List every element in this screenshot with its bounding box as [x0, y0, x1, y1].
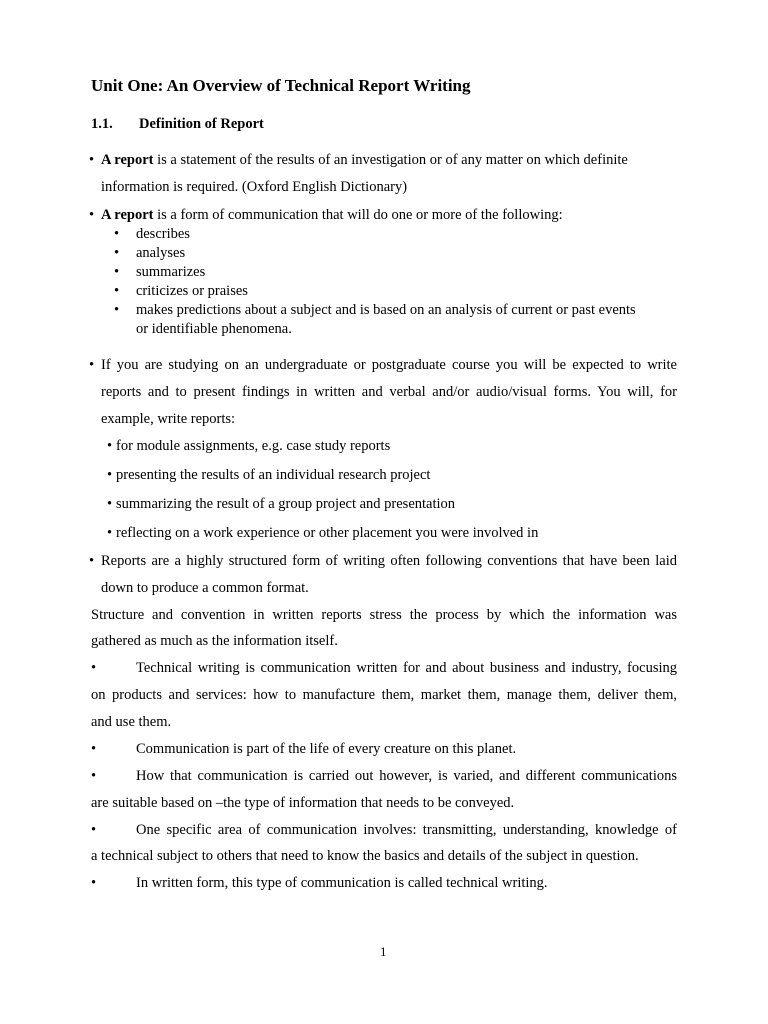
list-item: reflecting on a work experience or other placement you were involved in [116, 525, 539, 541]
definition2-text: is a form of communication that will do one or more of the following: [153, 207, 563, 223]
bullet-dot: • [114, 283, 120, 299]
bullet-dot: • [107, 496, 113, 512]
definition1-text: is a statement of the results of an investigation or of any matter on which definite [153, 152, 628, 168]
bullet-dot: • [107, 438, 113, 454]
bullet-dot: • [89, 553, 95, 569]
bullet-dot: • [114, 245, 120, 261]
list-item: analyses [136, 245, 186, 261]
bullet-dot: • [91, 660, 97, 676]
reports-line2: down to produce a common format. [101, 580, 309, 596]
list-item: makes predictions about a subject and is based on an analysis of current or past events [136, 302, 636, 318]
technical-line1: Technical writing is communication written for and about business and industry, focusing [136, 660, 677, 676]
definition2-line [101, 206, 563, 224]
list-item: criticizes or praises [136, 283, 248, 299]
technical-line3: and use them. [91, 714, 172, 730]
bullet-dot: • [89, 152, 95, 168]
bullet-dot: • [107, 467, 113, 483]
bullet-dot: • [89, 357, 95, 373]
structure-line1: Structure and convention in written reports stress the process by which the information was [91, 607, 677, 623]
studying-line1: If you are studying on an undergraduate or postgraduate course you will be expected to write [101, 357, 677, 373]
page-number: 1 [380, 944, 387, 959]
list-item-continued: or identifiable phenomena. [136, 321, 292, 337]
reports-line1: Reports are a highly structured form of writing often following conventions that have been laid [101, 553, 677, 569]
definition1-line2: information is required. (Oxford English Dictionary) [101, 179, 408, 195]
list-item: summarizes [136, 264, 206, 280]
specific-line1: One specific area of communication involves: transmitting, understanding, knowledge of [136, 822, 677, 838]
communication-life: Communication is part of the life of every creature on this planet. [136, 741, 517, 757]
bullet-dot: • [91, 768, 97, 784]
section-title: Definition of Report [139, 116, 264, 132]
list-item: presenting the results of an individual research project [116, 467, 431, 483]
structure-line2: gathered as much as the information itself. [91, 633, 338, 649]
specific-line2: a technical subject to others that need to know the basics and details of the subject in question. [91, 848, 639, 864]
list-item: describes [136, 226, 190, 242]
bullet-dot: • [114, 226, 120, 242]
studying-line2: reports and to present findings in written and verbal and/or audio/visual forms. You will, for [101, 384, 677, 400]
definition1-term: A report [101, 152, 154, 168]
page-title: Unit One: An Overview of Technical Report Writing [91, 76, 471, 95]
bullet-dot: • [89, 207, 95, 223]
varied-line1: How that communication is carried out however, is varied, and different communications [136, 768, 677, 784]
bullet-dot: • [107, 525, 113, 541]
bullet-dot: • [91, 822, 97, 838]
section-number: 1.1. [91, 116, 113, 132]
bullet-dot: • [114, 302, 120, 318]
definition1-line1 [101, 151, 628, 169]
written-form: In written form, this type of communication is called technical writing. [136, 875, 548, 891]
list-item: for module assignments, e.g. case study reports [116, 438, 391, 454]
studying-line3: example, write reports: [101, 411, 236, 427]
definition2-term: A report [101, 207, 154, 223]
technical-line2: on products and services: how to manufacture them, market them, manage them, deliver them, [91, 687, 677, 703]
varied-line2: are suitable based on –the type of information that needs to be conveyed. [91, 795, 515, 811]
bullet-dot: • [91, 741, 97, 757]
list-item: summarizing the result of a group project and presentation [116, 496, 456, 512]
bullet-dot: • [114, 264, 120, 280]
bullet-dot: • [91, 875, 97, 891]
